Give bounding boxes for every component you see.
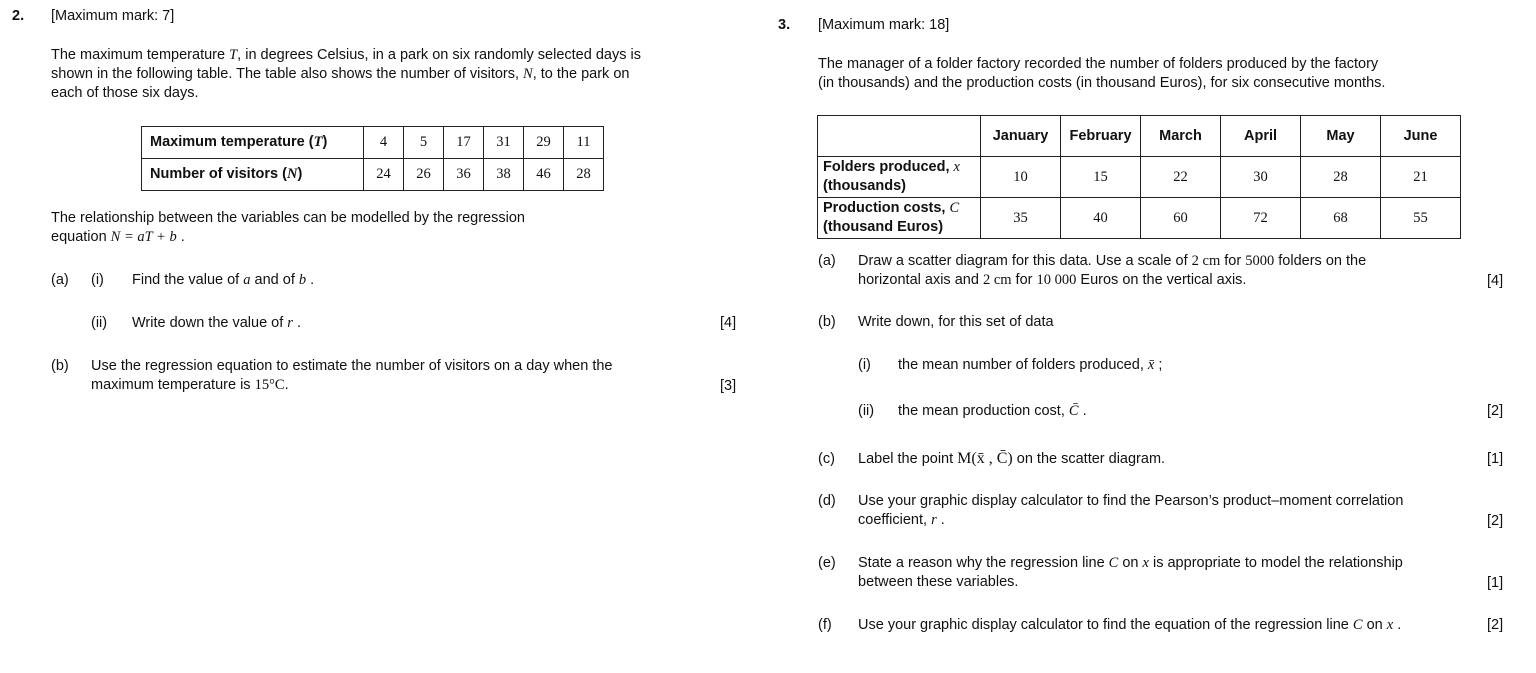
folders-cell: 28 (1301, 157, 1381, 198)
q3-part-b-i-label: (i) (858, 357, 871, 373)
folders-row (818, 157, 1461, 198)
q3-part-b-marks: [2] (1487, 403, 1504, 419)
temperature-cell: 11 (564, 127, 604, 159)
q3-intro-line-1: The manager of a folder factory recorded the number of folders produced by the factory (818, 56, 1379, 72)
folders-row-label: Folders produced, x (thousands) (818, 157, 981, 198)
q2-max-mark: [Maximum mark: 7] (51, 8, 175, 24)
costs-cell: 35 (981, 198, 1061, 239)
month-header: February (1061, 116, 1141, 157)
q2-part-a-ii-label: (ii) (91, 315, 108, 331)
q2-relationship-line-1: The relationship between the variables can be modelled by the regression (51, 210, 525, 226)
visitors-cell: 46 (524, 159, 564, 191)
q3-part-a-label: (a) (818, 253, 836, 269)
folders-cell: 10 (981, 157, 1061, 198)
temperature-cell: 5 (404, 127, 444, 159)
q3-part-e-marks: [1] (1487, 575, 1504, 591)
costs-row-label: Production costs, C (thousand Euros) (818, 198, 981, 239)
visitors-row (142, 159, 604, 191)
q2-part-b-line-1: Use the regression equation to estimate the number of visitors on a day when the (91, 358, 613, 374)
q3-part-e-line-2: between these variables. (858, 574, 1019, 590)
q3-part-d-label: (d) (818, 493, 836, 509)
q3-part-e-label: (e) (818, 555, 836, 571)
folders-cell: 15 (1061, 157, 1141, 198)
q2-part-a-label: (a) (51, 272, 69, 288)
temperature-cell: 31 (484, 127, 524, 159)
visitors-cell: 38 (484, 159, 524, 191)
q3-intro-line-2: (in thousands) and the production costs (in thousand Euros), for six consecutive months. (818, 75, 1386, 91)
q3-part-a-marks: [4] (1487, 273, 1504, 289)
q3-part-b-text: Write down, for this set of data (858, 314, 1054, 330)
visitors-cell: 36 (444, 159, 484, 191)
visitors-cell: 24 (364, 159, 404, 191)
folders-cell: 21 (1381, 157, 1461, 198)
q2-number: 2. (12, 8, 25, 24)
q3-part-b-ii-label: (ii) (858, 403, 875, 419)
q2-relationship-line-2: equation N = aT + b . (51, 229, 185, 245)
q2-part-a-ii-text: Write down the value of r . (132, 315, 302, 331)
month-header: January (981, 116, 1061, 157)
regression-equation: N = aT + b (110, 229, 177, 245)
costs-cell: 68 (1301, 198, 1381, 239)
month-header: April (1221, 116, 1301, 157)
q2-part-a-marks: [4] (720, 315, 737, 331)
q3-part-a-line-1: Draw a scatter diagram for this data. Use a scale of 2 cm for 5000 folders on the (858, 253, 1367, 269)
temperature-cell: 29 (524, 127, 564, 159)
visitors-cell: 26 (404, 159, 444, 191)
q2-data-table (141, 126, 604, 191)
q3-number: 3. (778, 17, 791, 33)
folders-cell: 30 (1221, 157, 1301, 198)
costs-cell: 55 (1381, 198, 1461, 239)
q2-intro-line-1: The maximum temperature T, in degrees Celsius, in a park on six randomly selected days is (51, 47, 641, 63)
costs-cell: 40 (1061, 198, 1141, 239)
q3-part-b-ii-text: the mean production cost, C̄ . (898, 403, 1087, 419)
q3-part-f-text: Use your graphic display calculator to find the equation of the regression line C on x . (858, 617, 1402, 633)
q3-data-table (817, 115, 1461, 239)
temperature-cell: 4 (364, 127, 404, 159)
q2-intro-line-3: each of those six days. (51, 85, 199, 101)
q3-part-d-marks: [2] (1487, 513, 1504, 529)
q2-part-a-i-label: (i) (91, 272, 104, 288)
temperature-cell: 17 (444, 127, 484, 159)
q3-part-a-line-2: horizontal axis and 2 cm for 10 000 Euros on the vertical axis. (858, 272, 1247, 288)
costs-cell: 60 (1141, 198, 1221, 239)
q2-part-b-label: (b) (51, 358, 69, 374)
month-header: March (1141, 116, 1221, 157)
q3-part-d-line-1: Use your graphic display calculator to find the Pearson’s product–moment correlation (858, 493, 1404, 509)
visitors-row-label: Number of visitors (N) (142, 159, 364, 191)
q3-part-f-label: (f) (818, 617, 832, 633)
q3-part-c-marks: [1] (1487, 451, 1504, 467)
q3-part-c-text: Label the point M(x̄ , C̄) on the scatter diagram. (858, 450, 1166, 467)
folders-cell: 22 (1141, 157, 1221, 198)
temperature-row-label: Maximum temperature (T) (142, 127, 364, 159)
q3-part-b-label: (b) (818, 314, 836, 330)
q3-part-c-label: (c) (818, 451, 835, 467)
q3-part-d-line-2: coefficient, r . (858, 512, 945, 528)
month-header: May (1301, 116, 1381, 157)
q2-part-b-line-2: maximum temperature is 15°C. (91, 377, 289, 393)
q2-intro-line-2: shown in the following table. The table also shows the number of visitors, N, to the park on (51, 66, 630, 82)
q2-part-b-marks: [3] (720, 378, 737, 394)
months-header-row (818, 116, 1461, 157)
costs-row (818, 198, 1461, 239)
temperature-row (142, 127, 604, 159)
q3-part-e-line-1: State a reason why the regression line C on x is appropriate to model the relationship (858, 555, 1403, 571)
q3-max-mark: [Maximum mark: 18] (818, 17, 950, 33)
visitors-cell: 28 (564, 159, 604, 191)
q3-part-f-marks: [2] (1487, 617, 1504, 633)
q3-part-b-i-text: the mean number of folders produced, x̄ ; (898, 357, 1163, 373)
costs-cell: 72 (1221, 198, 1301, 239)
q2-part-a-i-text: Find the value of a and of b . (132, 272, 315, 288)
mean-point-label: M(x̄ , C̄) (957, 450, 1013, 467)
month-header: June (1381, 116, 1461, 157)
